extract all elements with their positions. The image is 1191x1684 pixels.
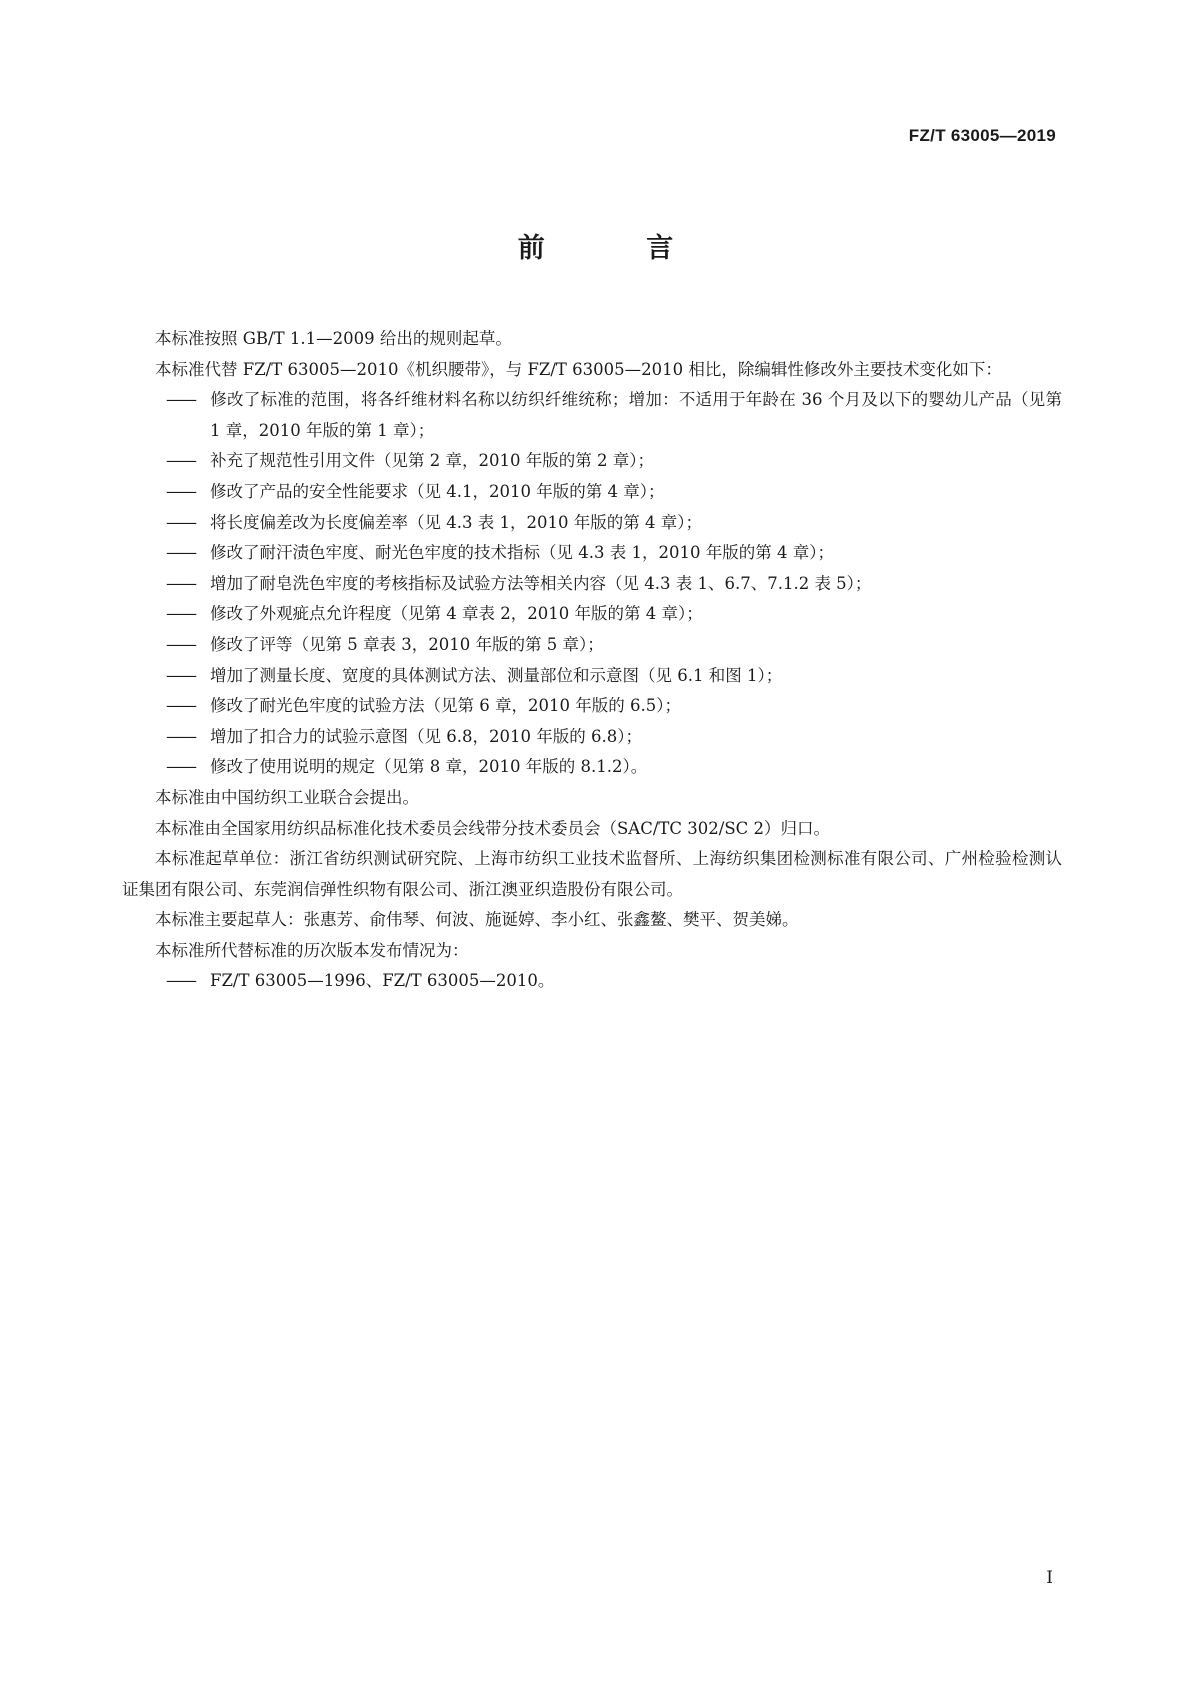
list-item-text: 补充了规范性引用文件（见第 2 章，2010 年版的第 2 章）； — [210, 451, 654, 471]
dash: —— — [166, 573, 195, 593]
list-item — [122, 569, 1062, 600]
list-item — [122, 385, 1062, 446]
dash: —— — [166, 451, 195, 471]
page-number: I — [1046, 1568, 1053, 1588]
page-title: 前 言 — [517, 233, 720, 264]
dash: —— — [166, 543, 195, 563]
list-item — [122, 508, 1062, 539]
list-item — [122, 691, 1062, 722]
list-item — [122, 966, 1062, 997]
paragraph: 本标准起草单位：浙江省纺织测试研究院、上海市纺织工业技术监督所、上海纺织集团检测标准有限公司、广州检验检测认证集团有限公司、东莞润信弹性织物有限公司、浙江澳亚织造股份有限公司。 — [122, 849, 1062, 899]
dash: —— — [166, 971, 195, 991]
list-item-text: 修改了外观疵点允许程度（见第 4 章表 2，2010 年版的第 4 章）； — [210, 604, 703, 624]
list-item-text: 修改了产品的安全性能要求（见 4.1，2010 年版的第 4 章）； — [210, 481, 665, 501]
dash: —— — [166, 726, 195, 746]
dash: —— — [166, 390, 195, 410]
list-item-text: 修改了评等（见第 5 章表 3，2010 年版的第 5 章）； — [210, 634, 604, 654]
paragraph: 本标准代替 FZ/T 63005—2010《机织腰带》，与 FZ/T 63005—2010 相比，除编辑性修改外主要技术变化如下： — [155, 359, 1002, 379]
foreword-body — [122, 324, 1062, 997]
list-item — [122, 630, 1062, 661]
dash: —— — [166, 604, 195, 624]
paragraph: 本标准所代替标准的历次版本发布情况为： — [155, 940, 469, 960]
list-item-text: 增加了耐皂洗色牢度的考核指标及试验方法等相关内容（见 4.3 表 1、6.7、7.1.2 表 5）； — [210, 573, 872, 593]
list-item — [122, 446, 1062, 477]
list-item-text: FZ/T 63005—1996、FZ/T 63005—2010。 — [210, 971, 555, 991]
paragraph: 本标准按照 GB/T 1.1—2009 给出的规则起草。 — [155, 329, 512, 348]
dash: —— — [166, 665, 195, 685]
list-item-text: 修改了使用说明的规定（见第 8 章，2010 年版的 8.1.2）。 — [210, 757, 648, 777]
list-item-text: 增加了扣合力的试验示意图（见 6.8，2010 年版的 6.8）； — [210, 726, 642, 746]
list-item — [122, 722, 1062, 753]
standard-code: FZ/T 63005—2019 — [908, 126, 1056, 145]
dash: —— — [166, 696, 195, 716]
dash: —— — [166, 481, 195, 501]
list-item — [122, 477, 1062, 508]
paragraph: 本标准主要起草人：张惠芳、俞伟琴、何波、施诞婷、李小红、张鑫鳌、樊平、贺美娣。 — [155, 910, 799, 930]
list-item-text: 将长度偏差改为长度偏差率（见 4.3 表 1，2010 年版的第 4 章）； — [210, 512, 702, 532]
dash: —— — [166, 757, 195, 777]
paragraph: 本标准由中国纺织工业联合会提出。 — [155, 787, 419, 807]
list-item — [122, 661, 1062, 692]
list-item — [122, 752, 1062, 783]
list-item-text: 增加了测量长度、宽度的具体测试方法、测量部位和示意图（见 6.1 和图 1）； — [210, 665, 783, 685]
paragraph: 本标准由全国家用纺织品标准化技术委员会线带分技术委员会（SAC/TC 302/SC 2）归口。 — [155, 818, 831, 838]
list-item — [122, 599, 1062, 630]
list-item-text: 修改了耐汗渍色牢度、耐光色牢度的技术指标（见 4.3 表 1，2010 年版的第 4 章）； — [210, 543, 834, 563]
dash: —— — [166, 512, 195, 532]
list-item-text: 修改了标准的范围，将各纤维材料名称以纺织纤维统称；增加：不适用于年龄在 36 个月及以下的婴幼儿产品（见第 1 章，2010 年版的第 1 章）； — [210, 390, 1062, 440]
dash: —— — [166, 634, 195, 654]
list-item — [122, 538, 1062, 569]
list-item-text: 修改了耐光色牢度的试验方法（见第 6 章，2010 年版的 6.5）； — [210, 696, 681, 716]
